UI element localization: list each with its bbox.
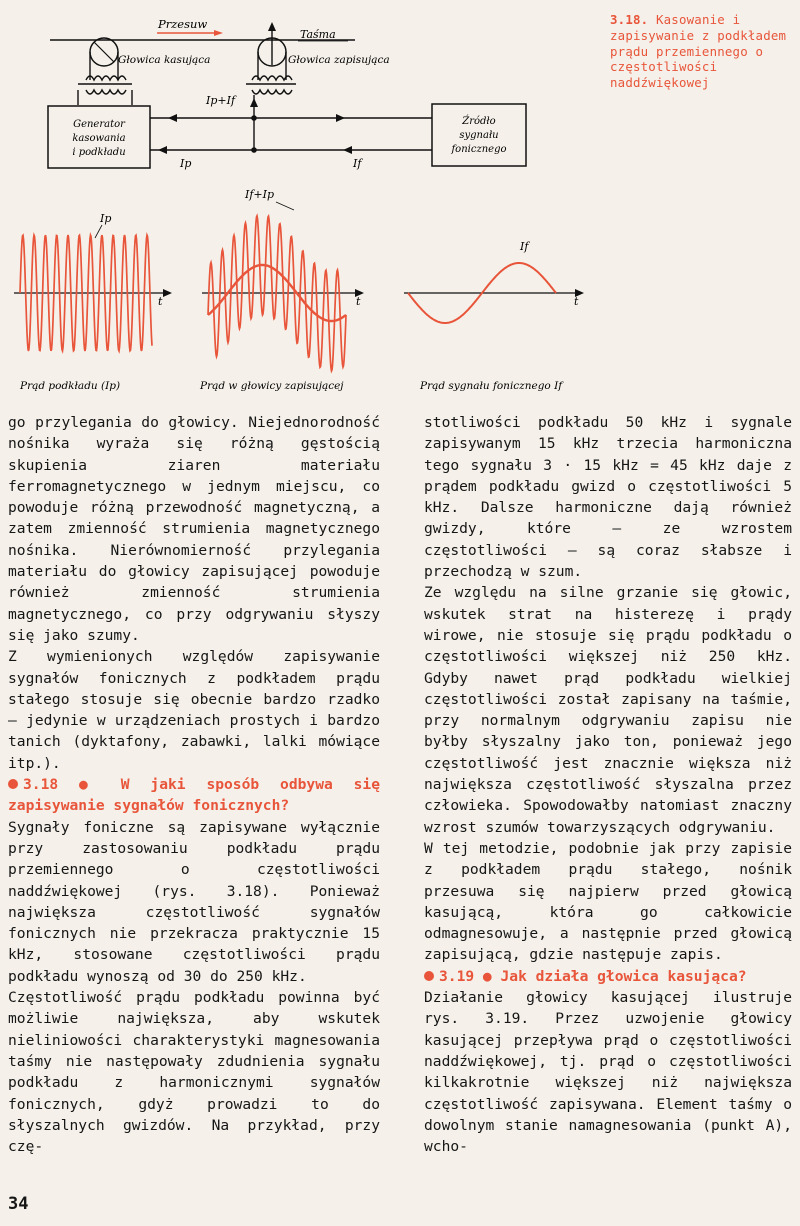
- wave3-label: If: [520, 240, 529, 253]
- source-label-1: Źródło: [462, 116, 496, 127]
- if-wire-label: If: [353, 157, 362, 170]
- t-label-1: t: [158, 295, 163, 308]
- bullet-icon: [8, 779, 18, 789]
- figure-caption-text: Kasowanie i zapisywanie z podkładem prądu przemiennego o częstotliwości naddźwiękowej: [610, 12, 787, 91]
- wave2-label: If+Ip: [245, 188, 275, 201]
- right-paragraph-2: Ze względu na silne grzanie się głowic, wskutek strat na histerezę i prądy wirowe, nie stosuje się prądu podkładu o częstotliwości większej niż 250 kHz. Gdyby nawet prąd podkładu wielkiej częstotliwości został zapisany na taśmie, przy normalnym odgrywaniu zapisu nie byłby słyszalny jako ton, ponieważ jego częstotliwość jest znacznie większa niż największa częstotliwość słyszalna przez człowieka. Spowodowałby natomiast znaczny wzrost szumów towarzyszących odgrywaniu.: [424, 584, 792, 836]
- direction-arrowhead: [214, 30, 223, 36]
- left-paragraph-1: go przylegania do głowicy. Niejednorodność nośnika wyraża się różną gęstością skupienia ziaren materiału ferromagnetycznego w jednym miejscu, co powoduje różną przewodność magnetyczną, a zatem zmienność strumienia magnetycznego nośnika. Nierównomierność przylegania materiału do głowicy zapisującej powoduje również zmienność strumienia magnetycznego, co przy odgrywaniu słyszy się jako szumy.: [8, 414, 380, 644]
- figure-caption: [610, 12, 796, 91]
- przesuw-label: Przesuw: [158, 17, 208, 31]
- right-paragraph-1: stotliwości podkładu 50 kHz i sygnale zapisywanym 15 kHz trzecia harmoniczna tego sygnału 3 · 15 kHz = 45 kHz daje z prądem podkładu gwizd o częstotliwości 5 kHz. Dalsze harmoniczne dają również gwizdy, które — ze wzrostem częstotliwości — są coraz słabsze i przechodzą w szum.: [424, 414, 792, 581]
- right-paragraph-3: W tej metodzie, podobnie jak przy zapisie z podkładem prądu stałego, nośnik przesuwa się najpierw przed głowicą kasującą, która go całkowicie odmagnesowuje, a następnie przed głowicą zapisującą, gdzie następuje zapis.: [424, 839, 792, 964]
- t-label-3: t: [574, 295, 579, 308]
- caption-signal: Prąd sygnału fonicznego If: [420, 380, 563, 392]
- left-column: [8, 412, 380, 1157]
- page-number: 34: [8, 1194, 29, 1214]
- wave1-label: Ip: [100, 212, 112, 225]
- t-label-2: t: [356, 295, 361, 308]
- record-head-label: Głowica zapisująca: [288, 54, 390, 66]
- left-paragraph-3: Sygnały foniczne są zapisywane wyłącznie przy zastosowaniu podkładu prądu przemiennego o częstotliwości naddźwiękowej (rys. 3.18). Ponieważ największa częstotliwość sygnałów fonicznych nie przekracza praktycznie 15 kHz, stosowane częstotliwości prądu podkładu wynoszą od 30 do 250 kHz.: [8, 818, 380, 985]
- figure-caption-number: 3.18.: [610, 12, 649, 27]
- question-3-18-text: 3.18 ● W jaki sposób odbywa się zapisywanie sygnałów fonicznych?: [8, 776, 380, 815]
- generator-label-1: Generator: [73, 119, 125, 130]
- generator-label-3: i podkładu: [72, 147, 126, 158]
- question-3-19-text: 3.19 ● Jak działa głowica kasująca?: [439, 967, 747, 985]
- source-label-3: fonicznego: [451, 144, 507, 155]
- right-column: [424, 412, 792, 1157]
- caption-head: Prąd w głowicy zapisującej: [200, 380, 344, 392]
- question-3-18: [8, 774, 380, 817]
- erase-head: [78, 38, 132, 105]
- right-paragraph-4: Działanie głowicy kasującej ilustruje rys. 3.19. Przez uzwojenie głowicy kasującej przepływa prąd o częstotliwości naddźwiękowej, tj. prąd o częstotliwości kilkakrotnie większej niż największa częstotliwość zapisywana. Element taśmy o dowolnym stanie namagnesowania (punkt A), wcho-: [424, 989, 792, 1156]
- ip-if-label: Ip+If: [206, 94, 236, 107]
- bullet-icon: [424, 971, 434, 981]
- caption-bias: Prąd podkładu (Ip): [20, 380, 121, 392]
- left-paragraph-4: Częstotliwość prądu podkładu powinna być możliwie największa, aby wskutek nieliniowości charakterystyki magnesowania taśmy nie następowały zdudnienia sygnału podkładu z harmonicznymi sygnałów fonicznych, gdyż prowadzi to do słyszalnych gwizdów. Na przykład, przy czę-: [8, 989, 380, 1156]
- erase-head-label: Głowica kasująca: [118, 54, 211, 66]
- ip-wire-label: Ip: [180, 157, 192, 170]
- generator-label-2: kasowania: [72, 133, 126, 144]
- source-label-2: sygnału: [459, 130, 499, 141]
- left-paragraph-2: Z wymienionych względów zapisywanie sygnałów fonicznych z podkładem prądu stałego stosuje się obecnie bardzo rzadko — jedynie w urządzeniach prostych i bardzo tanich (dyktafony, zabawki, lalki mówiące itp.).: [8, 648, 380, 772]
- tasma-label: Taśma: [300, 28, 336, 41]
- question-3-19: [424, 966, 792, 987]
